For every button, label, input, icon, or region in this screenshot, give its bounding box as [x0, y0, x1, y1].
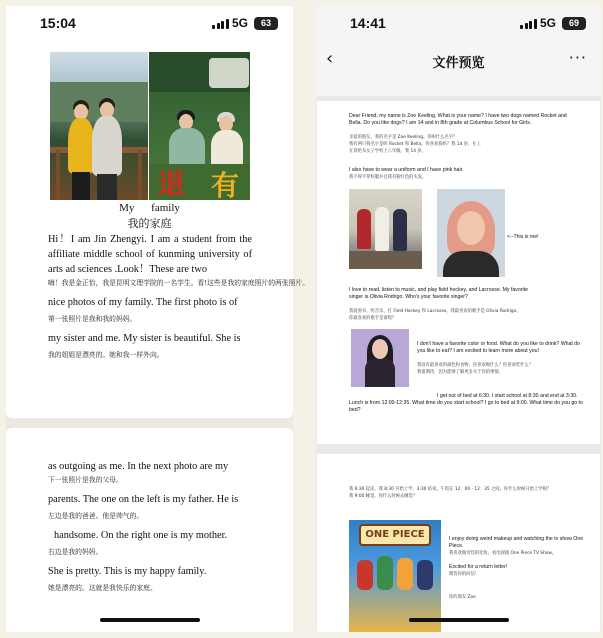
- photo-person-white-shirt: [92, 116, 122, 176]
- letter-hobbies-zh: 你最喜欢的歌手是谁呢？: [349, 316, 397, 321]
- status-bar: [6, 6, 293, 40]
- essay-line-zh: 右边是我的妈妈。: [48, 548, 103, 556]
- status-time: 15:04: [40, 15, 76, 31]
- essay-block: [48, 459, 252, 594]
- page-title: 文件预览: [432, 56, 485, 71]
- photo-shirt: [443, 251, 499, 277]
- photo-person-pants: [72, 172, 90, 200]
- letter-closing-zh: 期待你的回信！: [449, 572, 480, 577]
- essay-line-en: handsome. On the right one is my mother.: [54, 530, 228, 541]
- battery-icon: 63: [254, 17, 278, 30]
- more-options-icon[interactable]: ···: [568, 48, 587, 67]
- photo-person: [375, 207, 389, 251]
- photo-person: [357, 209, 371, 249]
- letter-makeup-zh: 我喜欢做奇怪的化妆，看电视剧 One Piece TV Show。: [449, 551, 557, 556]
- essay-page-2[interactable]: [6, 428, 293, 632]
- photo-person-white-top: [211, 130, 243, 168]
- essay-line-en: my sister and me. My sister is beautiful. She is: [48, 333, 241, 344]
- poster-character: [417, 560, 433, 590]
- essay-line-zh: 第一张照片是我和我的妈妈。: [48, 315, 137, 323]
- home-indicator[interactable]: [409, 618, 509, 622]
- photo-overlay-char: 有: [211, 169, 240, 202]
- letter-schedule-en: I get out of bed at 6:30. I start school at 8:30 and end at 3:30. Lunch is from 12:00-12:35. What time do you start school? I go to bed at 9:00. What time do you go to bed?: [349, 393, 583, 413]
- poster-title: ONE PIECE: [359, 524, 431, 546]
- photo-face: [372, 339, 388, 359]
- one-piece-poster: [349, 520, 441, 632]
- essay-line-en: as outgoing as me. In the next photo are my: [48, 461, 229, 472]
- photo-caption: <--This is me!: [507, 234, 539, 240]
- letter-hobbies-en: I love to read, listen to music, and play field hockey, and Lacrosse. My favorite singer is Olivia Rodrigo. Who's your favorite singer?: [349, 287, 528, 300]
- essay-line-zh: 她是漂亮的。这就是我快乐的家庭。: [48, 584, 157, 592]
- letter-group-photo: [349, 189, 422, 269]
- signal-icon: [520, 19, 537, 29]
- letter-closing-en: Excited for a return letter!: [449, 564, 508, 570]
- photo-person-yellow-shirt: [68, 118, 94, 174]
- essay-line-zh: 我的姐姐是漂亮的。她和我一样外向。: [48, 351, 164, 359]
- network-label: 5G: [232, 16, 249, 30]
- family-photo-parents: [149, 52, 250, 200]
- essay-line-zh: 嗨！我是金正怡，我是昆明文理学院的一名学生。看!这些是我的家庭照片的两张照片。: [48, 279, 310, 287]
- home-indicator[interactable]: [100, 618, 200, 622]
- photo-outfit: [365, 359, 395, 387]
- status-time: 14:41: [350, 15, 386, 31]
- letter-intro-zh: 我有两只狗名字是叫 Rocket 和 Bella。你喜欢狗吗？我 14 岁，在上: [349, 142, 481, 147]
- letter-color-zh: 我没有最喜欢的颜色和食物，你喜欢喝什么？你喜欢吃什么？: [417, 363, 534, 368]
- battery-icon: 69: [562, 17, 586, 30]
- essay-line-en: Hi！I am Jin Zhengyi. I am a student from the affiliate middle school of kunming university of arts ad sciences .Look！These are two: [48, 234, 252, 275]
- essay-line-zh: 左边是我的爸爸。他是帅气的。: [48, 512, 144, 520]
- letter-uniform-en: I also have to wear a uniform and I have pink hair.: [349, 167, 464, 173]
- letter-intro-zh: 亲爱的朋友，我的名字是 Zoe Keeling。你叫什么名字？: [349, 135, 458, 140]
- letter-color-en: I don't have a favorite color or food. What do you like to drink? What do you like to eat? I am excited to learn more about you!: [417, 341, 581, 354]
- essay-page-1[interactable]: [6, 6, 310, 418]
- singer-photo: [351, 329, 409, 387]
- letter-color-zh: 我很期待，因为能够了解更多关于你的事情。: [417, 370, 503, 375]
- letter-schedule-zh: 我 9:00 睡觉。你什么时候去睡觉？: [349, 494, 418, 499]
- left-phone-screen: [6, 6, 310, 632]
- network-label: 5G: [540, 16, 557, 30]
- poster-character: [397, 558, 413, 590]
- poster-character: [357, 560, 373, 590]
- photo-post: [56, 150, 60, 200]
- essay-line-en: nice photos of my family. The first photo is of: [48, 297, 238, 308]
- right-phone-screen: [316, 6, 601, 632]
- letter-selfie-photo: [437, 189, 505, 277]
- essay-line-zh: 下一张照片是我的父母。: [48, 476, 123, 484]
- photo-overlay-char: 退: [157, 167, 186, 200]
- caption-chinese: 我的家庭: [127, 217, 172, 230]
- caption-english: My family: [119, 202, 180, 214]
- signal-icon: [212, 19, 229, 29]
- photo-sky-patch: [209, 58, 249, 88]
- letter-signature: 你的朋友 Zoe: [449, 595, 476, 600]
- letter-intro-zh: 在哥伦布女子学校上八年级。我 14 岁。: [349, 149, 426, 154]
- essay-line-en: She is pretty. This is my happy family.: [48, 566, 207, 577]
- letter-intro-en: Dear Friend, my name is Zoe Keeling. What is your name? I have two dogs named Rocket and Bella. Do you like dogs? I am 14 and in 8th grade at Columbus School for Girls.: [349, 113, 567, 126]
- photo-face: [457, 211, 485, 245]
- poster-character: [377, 556, 393, 590]
- essay-block: [48, 232, 310, 361]
- back-chevron-icon[interactable]: ‹: [326, 48, 334, 69]
- nav-bar: [316, 40, 601, 82]
- letter-uniform-zh: 我不得不穿校服并且我有粉红色的头发。: [349, 175, 427, 180]
- letter-schedule-zh: 我 6:30 起床。我 8:30 开始上学，3:30 结束。午饭在 12：00 - 12：35 之间。你什么时候开始上学呢？: [349, 487, 552, 492]
- family-photo-sisters: [50, 52, 148, 200]
- photo-floor: [349, 251, 422, 269]
- letter-hobbies-zh: 我爱看书、听音乐、打 Field Hockey 和 Lacrosse。我最喜欢的歌手是 Olivia Rodrigo。: [349, 309, 521, 314]
- photo-person-pants: [97, 174, 117, 200]
- document-page-2[interactable]: [317, 454, 600, 632]
- photo-post: [138, 150, 142, 200]
- essay-line-en: parents. The one on the left is my father. He is: [48, 494, 239, 505]
- photo-person: [393, 209, 407, 251]
- document-page-1[interactable]: [317, 101, 600, 444]
- status-bar: [316, 6, 601, 40]
- letter-makeup-en: I enjoy doing weird makeup and watching the tv show One Piece.: [449, 536, 584, 549]
